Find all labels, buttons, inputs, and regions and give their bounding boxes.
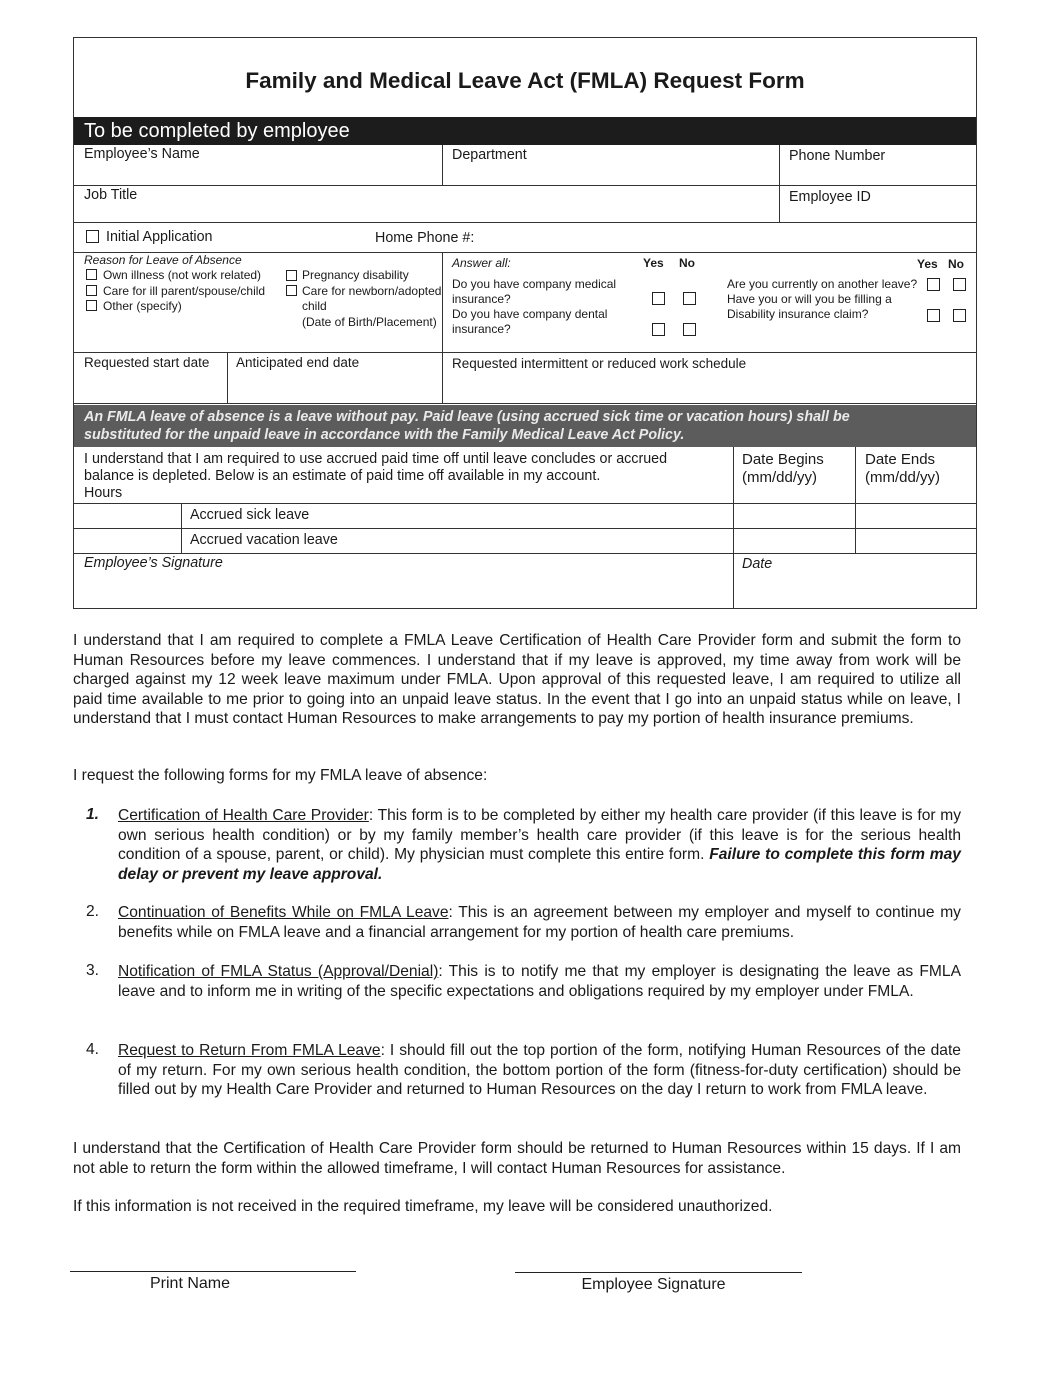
list-item-continuation — [118, 903, 961, 942]
understand-line2: balance is depleted. Below is an estimate of paid time off available in my account. — [84, 468, 601, 484]
pregnancy-checkbox[interactable] — [286, 270, 297, 281]
disability-yes-checkbox[interactable] — [927, 309, 940, 322]
item-number: 2. — [86, 903, 100, 920]
job-title-label: Job Title — [84, 187, 138, 203]
initial-application-checkbox[interactable] — [86, 230, 99, 243]
intermittent-label: Requested intermittent or reduced work schedule — [452, 356, 747, 371]
care-ill-checkbox[interactable] — [86, 285, 97, 296]
yes-header-left: Yes — [643, 256, 664, 270]
date-ends-line1: Date Ends — [865, 451, 936, 468]
employee-signature-label: Employee’s Signature — [84, 555, 223, 571]
medical-question-line1: Do you have company medical — [452, 277, 617, 291]
dental-no-checkbox[interactable] — [683, 323, 696, 336]
answer-all-label: Answer all: — [452, 256, 511, 270]
date-ends-line2: (mm/dd/yy) — [865, 469, 940, 486]
other-leave-yes-checkbox[interactable] — [927, 278, 940, 291]
own-illness-label: Own illness (not work related) — [103, 268, 262, 282]
list-item-return — [118, 1041, 961, 1100]
department-label: Department — [452, 147, 527, 163]
sick-leave-label: Accrued sick leave — [190, 507, 310, 523]
yes-header-right: Yes — [917, 257, 938, 271]
reason-heading: Reason for Leave of Absence — [84, 253, 242, 267]
end-date-label: Anticipated end date — [236, 355, 360, 370]
phone-number-label: Phone Number — [789, 148, 886, 164]
care-ill-label: Care for ill parent/spouse/child — [103, 284, 266, 298]
item-title: Continuation of Benefits While on FMLA Leave — [118, 904, 449, 921]
start-date-label: Requested start date — [84, 355, 210, 370]
hours-label: Hours — [84, 485, 123, 501]
item-number: 4. — [86, 1041, 100, 1058]
other-leave-no-checkbox[interactable] — [953, 278, 966, 291]
list-item-certification — [118, 806, 961, 884]
unauthorized-paragraph: If this information is not received in the required timeframe, my leave will be considered unauthorized. — [73, 1198, 773, 1215]
date-label: Date — [742, 556, 773, 572]
acknowledgement-paragraph: I understand that I am required to complete a FMLA Leave Certification of Health Care Provider form and submit the form to Human Resources before my leave commences. I understand that if my leave is approved, my time away from work will be charged against my 12 week leave maximum under FMLA. Upon approval of this requested leave, I am required to utilize all paid time available to me prior to going into an unpaid leave status. In the event that I go into an unpaid status while on leave, I understand that I must contact Human Resources to make arrangements to pay my portion of health insurance premiums. — [73, 632, 961, 727]
section-header: To be completed by employee — [84, 120, 350, 142]
item-title: Notification of FMLA Status (Approval/Denial) — [118, 963, 439, 980]
medical-yes-checkbox[interactable] — [652, 292, 665, 305]
medical-question-line2: insurance? — [452, 292, 511, 306]
newborn-label-line2: child — [302, 299, 327, 313]
section-header-bar — [74, 117, 976, 145]
employee-id-label: Employee ID — [789, 189, 871, 205]
item-title: Request to Return From FMLA Leave — [118, 1042, 381, 1059]
dental-yes-checkbox[interactable] — [652, 323, 665, 336]
item-text: : This is an agreement between my employer and myself to continue my benefits while on FMLA leave and a financial arrangement for my portion of health care premiums. — [118, 904, 961, 941]
date-begins-line1: Date Begins — [742, 451, 824, 468]
medical-no-checkbox[interactable] — [683, 292, 696, 305]
home-phone-label: Home Phone #: — [375, 230, 475, 246]
newborn-checkbox[interactable] — [286, 285, 297, 296]
unpaid-leave-notice — [74, 405, 976, 447]
own-illness-checkbox[interactable] — [86, 269, 97, 280]
item-emphasis: Failure to complete this form may delay or prevent my leave approval. — [118, 846, 961, 883]
dental-question-line1: Do you have company dental — [452, 307, 608, 321]
date-begins-line2: (mm/dd/yy) — [742, 469, 817, 486]
list-item-notification — [118, 962, 961, 1001]
initial-application-label: Initial Application — [106, 229, 213, 245]
newborn-label-line1: Care for newborn/adopted — [302, 284, 442, 298]
disability-question-line1: Have you or will you be filling a — [727, 292, 892, 306]
item-number: 1. — [86, 806, 100, 823]
disability-question-line2: Disability insurance claim? — [727, 307, 869, 321]
item-text: : This is to notify me that my employer is designating the leave as FMLA leave and to inform me in writing of the specific expectations and obligations required by my employer under FMLA. — [118, 963, 961, 1000]
no-header-right: No — [948, 257, 964, 271]
form-title: Family and Medical Leave Act (FMLA) Request Form — [245, 68, 805, 93]
print-name-label: Print Name — [149, 1275, 231, 1292]
item-text: : I should fill out the top portion of the form, notifying Human Resources of the date of my return. For my own serious health condition, the bottom portion of the form (fitness-for-duty certification) should be filled out by my Health Care Provider and returned to Human Resources on the day I return to work from FMLA leave. — [118, 1042, 961, 1098]
notice-line1: An FMLA leave of absence is a leave without pay. Paid leave (using accrued sick time or vacation hours) shall be — [84, 409, 850, 425]
other-leave-question: Are you currently on another leave? — [727, 277, 918, 291]
notice-line2: substituted for the unpaid leave in accordance with the Family Medical Leave Act Policy. — [84, 427, 685, 443]
item-title: Certification of Health Care Provider — [118, 807, 369, 824]
employee-signature-bottom-label: Employee Signature — [581, 1276, 726, 1293]
dental-question-line2: insurance? — [452, 322, 511, 336]
newborn-label-line3: (Date of Birth/Placement) — [302, 315, 437, 329]
return-form-paragraph: I understand that the Certification of Health Care Provider form should be returned to Human Resources within 15 days. If I am not able to return the form within the allowed timeframe, I will contact Human Resources for assistance. — [73, 1140, 961, 1177]
pregnancy-label: Pregnancy disability — [302, 268, 409, 282]
item-number: 3. — [86, 962, 100, 979]
forms-request-intro: I request the following forms for my FMLA leave of absence: — [73, 767, 488, 784]
employee-signature-line[interactable] — [515, 1272, 802, 1273]
other-reason-checkbox[interactable] — [86, 300, 97, 311]
vacation-leave-label: Accrued vacation leave — [190, 532, 338, 548]
no-header-left: No — [679, 256, 695, 270]
employee-name-label: Employee’s Name — [84, 146, 200, 162]
other-reason-label: Other (specify) — [103, 299, 182, 313]
print-name-line[interactable] — [70, 1271, 356, 1272]
understand-line1: I understand that I am required to use accrued paid time off until leave concludes or accrued — [84, 451, 668, 467]
disability-no-checkbox[interactable] — [953, 309, 966, 322]
item-text: : This form is to be completed by either my health care provider (if this leave is for my own serious health condition) or by my family member’s health care provider (if this leave is for the serious health condition of a spouse, parent, or child). My physician must complete this entire form. — [118, 807, 961, 863]
